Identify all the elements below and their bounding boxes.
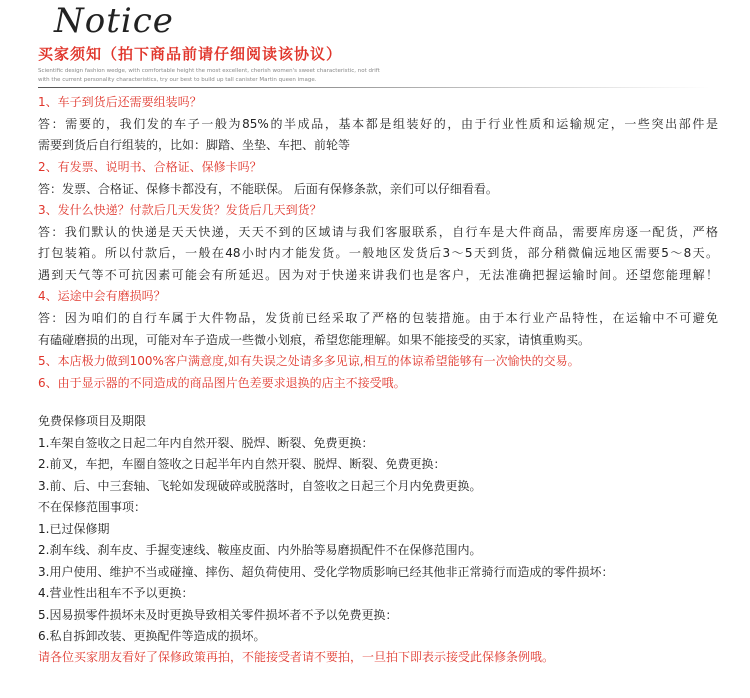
faq-answer-4-line-2: 有磕碰磨损的出现，可能对车子造成一些微小划痕，希望您能理解。如果不能接受的买家，请慎重购买。 bbox=[38, 333, 591, 347]
notice-title: Notice bbox=[54, 1, 174, 41]
faq-question-3: 3、发什么快递？付款后几天发货？发货后几天到货？ bbox=[38, 203, 322, 217]
excluded-item-1: 1.已过保修期 bbox=[38, 522, 110, 536]
store-note-6: 6、由于显示器的不同造成的商品图片色差要求退换的店主不接受哦。 bbox=[38, 376, 406, 390]
faq-answer-3-line-1: 答：我们默认的快递是天天快递，天天不到的区域请与我们客服联系，自行车是大件商品，需要库房逐一配货，严格 bbox=[38, 225, 718, 239]
faq-question-4: 4、运途中会有磨损吗？ bbox=[38, 289, 166, 303]
excluded-item-2: 2.刹车线、刹车皮、手握变速线、鞍座皮面、内外胎等易磨损配件不在保修范围内。 bbox=[38, 543, 482, 557]
faq-answer-3-line-2: 打包装箱。所以付款后，一般在48小时内才能发货。一般地区发货后3～5天到货，部分稍微偏远地区需要5～8天。 bbox=[38, 246, 718, 260]
faq-question-1: 1、车子到货后还需要组装吗？ bbox=[38, 95, 202, 109]
faq-answer-4-line-1: 答：因为咱们的自行车属于大件物品，发货前已经采取了严格的包装措施。由于本行业产品特性，在运输中不可避免 bbox=[38, 311, 718, 325]
tagline-line-2: with the current personality characteristics, try our best to build up tall canister Martin queen image. bbox=[38, 77, 317, 83]
faq-answer-3-line-3: 遇到天气等不可抗因素可能会有所延迟。因为对于快递来讲我们也是客户，无法准确把握运输时间。还望您能理解！ bbox=[38, 268, 718, 282]
page-subtitle: 买家须知（拍下商品前请仔细阅读该协议） bbox=[38, 45, 343, 63]
store-note-5: 5、本店极力做到100%客户满意度,如有失误之处请多多见谅,相互的体谅希望能够有一次愉快的交易。 bbox=[38, 354, 580, 368]
excluded-item-4: 4.营业性出租车不予以更换： bbox=[38, 586, 194, 600]
warranty-item-1: 1.车架自签收之日起二年内自然开裂、脱焊、断裂、免费更换： bbox=[38, 436, 374, 450]
faq-answer-1-line-2: 需要到货后自行组装的，比如：脚踏、坐垫、车把、前轮等 bbox=[38, 138, 351, 152]
excluded-item-6: 6.私自拆卸改装、更换配件等造成的损坏。 bbox=[38, 629, 266, 643]
excluded-item-5: 5.因易损零件损坏未及时更换导致相关零件损坏者不予以免费更换： bbox=[38, 608, 398, 622]
excluded-item-3: 3.用户使用、维护不当或碰撞、摔伤、超负荷使用、受化学物质影响已经其他非正常骑行而造成的零件损坏： bbox=[38, 565, 614, 579]
warranty-item-2: 2.前叉，车把，车圈自签收之日起半年内自然开裂、脱焊、断裂、免费更换： bbox=[38, 457, 446, 471]
faq-answer-2: 答：发票、合格证、保修卡都没有，不能联保。 后面有保修条款，亲们可以仔细看看。 bbox=[38, 182, 498, 196]
faq-answer-1-line-1: 答：需要的，我们发的车子一般为85%的半成品，基本都是组装好的，由于行业性质和运输规定，一些突出部件是 bbox=[38, 117, 718, 131]
final-note: 请各位买家朋友看好了保修政策再拍，不能接受者请不要拍，一旦拍下即表示接受此保修条例哦。 bbox=[38, 650, 555, 664]
faq-question-2: 2、有发票、说明书、合格证、保修卡吗？ bbox=[38, 160, 262, 174]
header-divider bbox=[38, 87, 710, 88]
warranty-item-3: 3.前、后、中三套轴、飞轮如发现破碎或脱落时，自签收之日起三个月内免费更换。 bbox=[38, 479, 482, 493]
warranty-heading: 免费保修项目及期限 bbox=[38, 414, 147, 428]
tagline-line-1: Scientific design fashion wedge, with comfortable height the most excellent, cherish women's sweet characteristic, not drift bbox=[38, 68, 380, 74]
excluded-heading: 不在保修范围事项： bbox=[38, 500, 147, 514]
